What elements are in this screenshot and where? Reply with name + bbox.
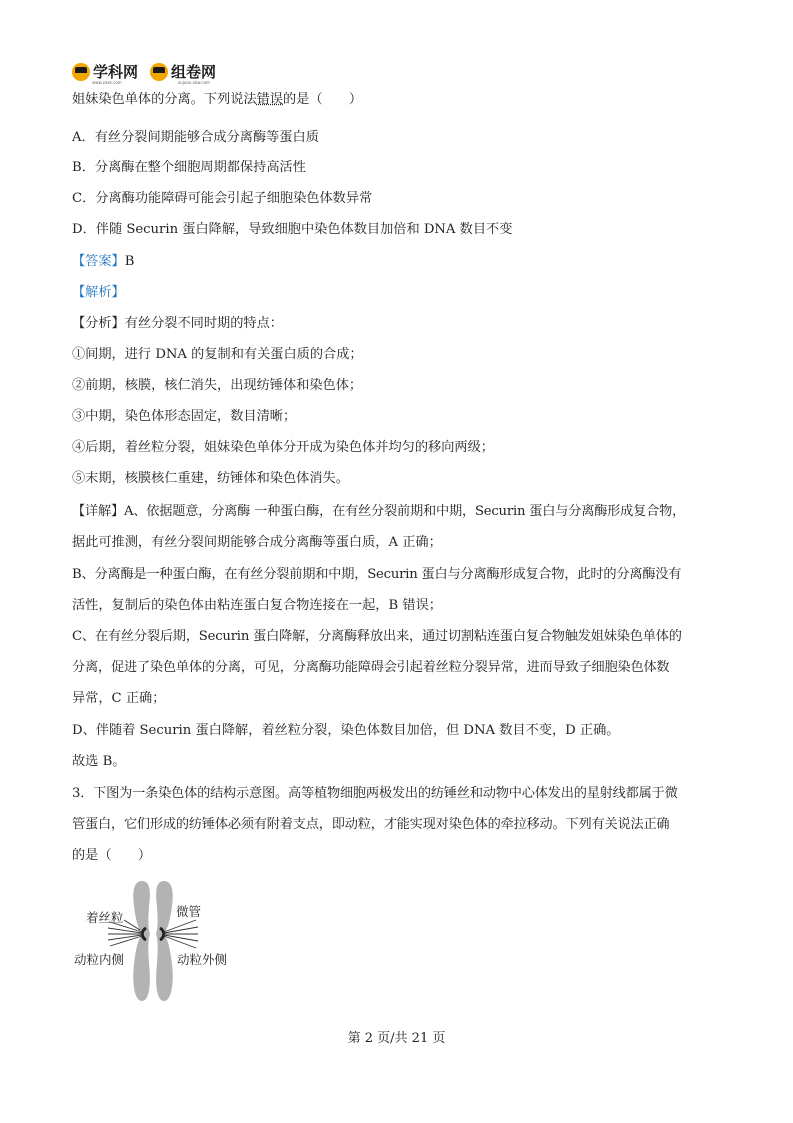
- chromatid-right: [156, 881, 173, 1001]
- detail-line: D、伴随着 Securin 蛋白降解，着丝粒分裂，染色体数目加倍，但 DNA 数目不变，D 正确。: [72, 723, 620, 738]
- label-kinetochore-inner: 动粒内侧: [74, 952, 125, 967]
- question3-line: 的是（ ）: [72, 848, 152, 863]
- question-stem: [72, 91, 362, 109]
- option-d: D．伴随 Securin 蛋白降解，导致细胞中染色体数目加倍和 DNA 数目不变: [72, 222, 513, 237]
- detail-line: 据此可推测，有丝分裂间期能够合成分离酶等蛋白质，A 正确；: [72, 535, 442, 550]
- detail-line: 分离，促进了染色单体的分离，可见，分离酶功能障碍会引起着丝粒分裂异常，进而导致子细胞染色体数: [72, 660, 670, 675]
- detail-line: B、分离酶是一种蛋白酶，在有丝分裂前期和中期，Securin 蛋白与分离酶形成复合物，此时的分离酶没有: [72, 567, 682, 582]
- microtubules-right: [164, 920, 198, 948]
- xuekewang-logo-text: 学科网: [93, 62, 139, 81]
- page-footer: 第 2 页/共 21 页: [347, 1031, 446, 1046]
- xuekewang-logo: [72, 63, 138, 81]
- detail-line: 异常，C 正确；: [72, 691, 166, 706]
- answer-value: B: [124, 254, 135, 269]
- zujuanwang-logo-text: 组卷网: [171, 62, 217, 81]
- label-centromere: 着丝粒: [86, 910, 124, 925]
- detail-line: 活性，复制后的染色体由粘连蛋白复合物连接在一起，B 错误；: [72, 598, 442, 613]
- fenxi-title: 【分析】有丝分裂不同时期的特点：: [72, 316, 283, 331]
- fenxi-item: ②前期，核膜，核仁消失，出现纺锤体和染色体；: [72, 378, 363, 393]
- analysis-label: 【解析】: [72, 285, 125, 300]
- answer-label: 【答案】: [72, 254, 125, 269]
- detail-line: 【详解】A、依据题意，分离酶 一种蛋白酶，在有丝分裂前期和中期，Securin 蛋白与分离酶形成复合物，: [72, 504, 686, 519]
- question3-line: 管蛋白，它们形成的纺锤体必须有附着支点，即动粒，才能实现对染色体的牵拉移动。下列有关说法正确: [72, 817, 670, 832]
- fenxi-item: ①间期，进行 DNA 的复制和有关蛋白质的合成；: [72, 347, 363, 362]
- option-b: B．分离酶在整个细胞周期都保持高活性: [72, 160, 306, 175]
- detail-line: C、在有丝分裂后期，Securin 蛋白降解，分离酶释放出来，通过切割粘连蛋白复合物触发姐妹染色单体的: [72, 629, 682, 644]
- label-kinetochore-outer: 动粒外侧: [177, 952, 228, 967]
- chromatid-left: [133, 881, 150, 1001]
- answer-line: [72, 253, 134, 271]
- option-c: C．分离酶功能障碍可能会引起子细胞染色体数异常: [72, 191, 373, 206]
- detail-line: 故选 B。: [72, 754, 126, 769]
- xuekewang-url: www.zxxk.com: [92, 80, 122, 85]
- question3-line: 3．下图为一条染色体的结构示意图。高等植物细胞两极发出的纺锤丝和动物中心体发出的星射线都属于微: [72, 786, 678, 801]
- graduation-cap-icon: [72, 63, 90, 81]
- stem-emphasis: 错误: [256, 92, 283, 107]
- chromosome-svg: [72, 876, 242, 1006]
- label-microtubule: 微管: [176, 904, 202, 919]
- stem-prefix: 姐妹染色单体的分离。下列说法: [72, 92, 257, 107]
- option-a: A．有丝分裂间期能够合成分离酶等蛋白质: [72, 130, 319, 145]
- zujuanwang-logo: [150, 63, 216, 81]
- fenxi-item: ⑤末期，核膜核仁重建，纺锤体和染色体消失。: [72, 471, 349, 486]
- fenxi-item: ③中期，染色体形态固定，数目清晰；: [72, 409, 297, 424]
- zujuanwang-url: zujuan.xkw.com: [178, 80, 210, 85]
- graduation-cap-icon: [150, 63, 168, 81]
- stem-suffix: 的是（ ）: [283, 92, 363, 107]
- chromosome-diagram: [72, 876, 242, 1006]
- fenxi-item: ④后期，着丝粒分裂，姐妹染色单体分开成为染色体并均匀的移向两级；: [72, 440, 494, 455]
